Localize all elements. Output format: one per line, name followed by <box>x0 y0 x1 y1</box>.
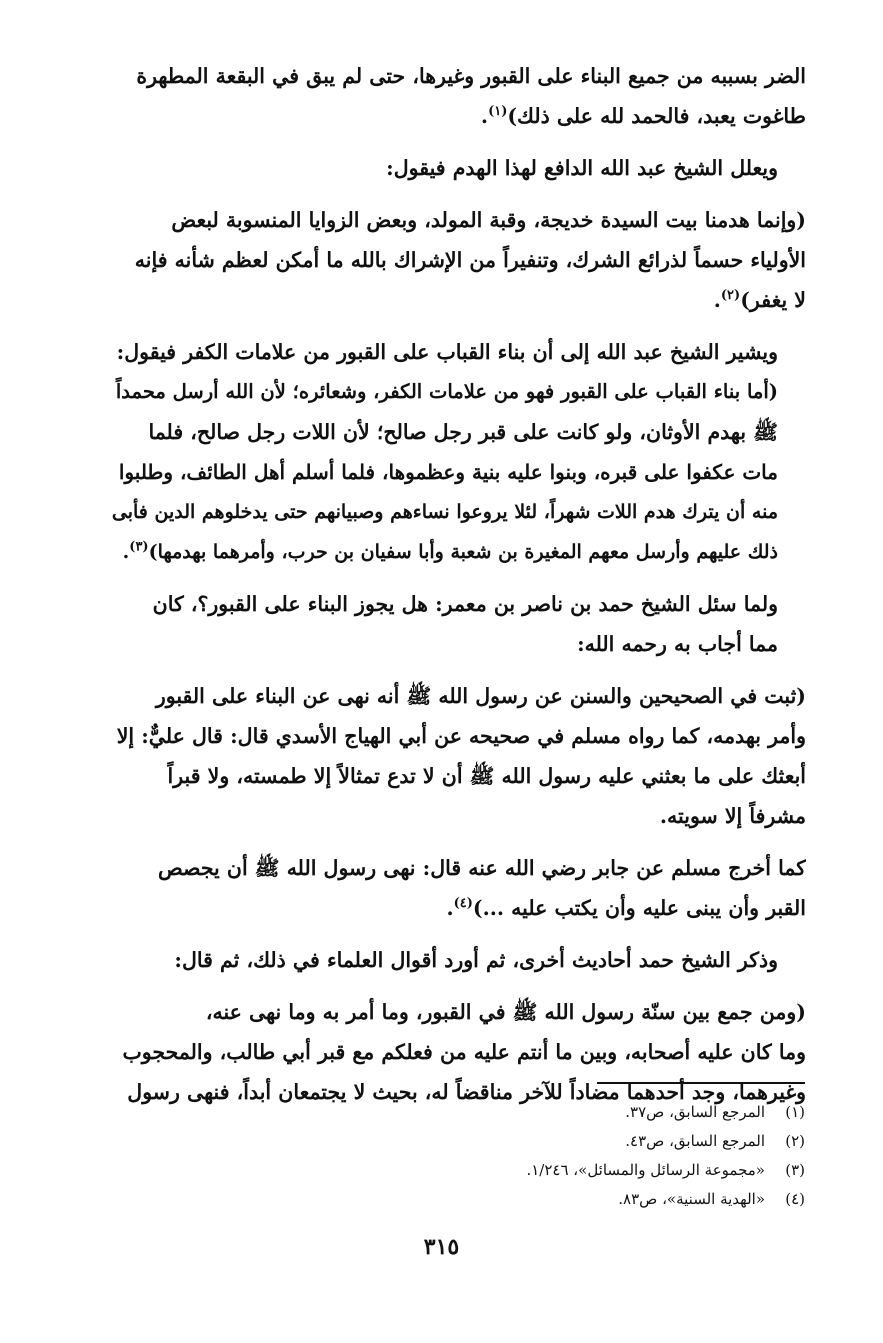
text-segment: القبر وأن يبنى عليه وأن يكتب عليه ...) <box>472 896 806 920</box>
page-number: ٣١٥ <box>423 1234 460 1260</box>
text-line: مما أجاب به رحمه الله: <box>577 632 778 656</box>
footnote-ref: (١) <box>488 104 508 120</box>
footnote-item <box>405 1185 805 1214</box>
main-text <box>108 56 806 1124</box>
text-line: (ومن جمع بين سنّة رسول الله ﷺ في القبور، وما أمر به وما نهى عنه، <box>205 1000 806 1024</box>
footnote-ref: (٤) <box>453 896 473 912</box>
paragraph-3 <box>108 200 806 320</box>
paragraph-4 <box>108 332 806 572</box>
paragraph-7 <box>108 848 806 928</box>
text-line: مشرفاً إلا سويته. <box>659 804 806 828</box>
footnote-text: «مجموعة الرسائل والمسائل»، ١/٢٤٦. <box>526 1161 765 1179</box>
punctuation: . <box>446 896 454 920</box>
footnote-text: المرجع السابق، ص٤٣. <box>625 1132 765 1150</box>
footnote-number: (٣) <box>785 1161 805 1179</box>
text-line: وأمر بهدمه، كما رواه مسلم في صحيحه عن أبي الهياج الأسدي قال: قال عليٌّ: إلا <box>116 724 806 748</box>
paragraph-8 <box>108 940 806 980</box>
text-segment: لا يغفر) <box>740 288 806 312</box>
text-line <box>108 96 806 136</box>
paragraph-2 <box>108 148 806 188</box>
footnote-item <box>405 1127 805 1156</box>
footnote-ref: (٣) <box>129 539 149 555</box>
text-line: الضر بسببه من جميع البناء على القبور وغيرها، حتى لم يبق في البقعة المطهرة <box>136 64 806 88</box>
paragraph-6 <box>108 676 806 836</box>
footnote-number: (١) <box>785 1103 805 1121</box>
footnote-divider <box>597 1082 805 1084</box>
footnote-text: «الهدية السنية»، ص٨٣. <box>618 1190 765 1208</box>
text-line: ولما سئل الشيخ حمد بن ناصر بن معمر: هل يجوز البناء على القبور؟، كان <box>152 592 778 616</box>
text-line: ﷺ بهدم الأوثان، ولو كانت على قبر رجل صالح؛ لأن اللات رجل صالح، فلما <box>148 420 778 444</box>
text-segment: ذلك عليهم وأرسل معهم المغيرة بن شعبة وأبا سفيان بن حرب، وأمرهما بهدمها) <box>148 541 778 563</box>
paragraph-1 <box>108 56 806 136</box>
footnote-text: المرجع السابق، ص٣٧. <box>625 1103 765 1121</box>
footnote-item <box>405 1156 805 1185</box>
text-line: كما أخرج مسلم عن جابر رضي الله عنه قال: نهى رسول الله ﷺ أن يجصص <box>157 856 806 880</box>
text-line: وما كان عليه أصحابه، وبين ما أنتم عليه من فعلكم مع قبر أبي طالب، والمحجوب <box>122 1040 806 1064</box>
text-line: منه أن يترك هدم اللات شهراً، لئلا يروعوا نساءهم وصبيانهم حتى يدخلوهم الدين فأبى <box>111 501 778 523</box>
punctuation: . <box>480 104 489 128</box>
text-line: (ثبت في الصحيحين والسنن عن رسول الله ﷺ أنه نهى عن البناء على القبور <box>155 684 806 708</box>
punctuation: . <box>713 288 721 312</box>
text-line: (أما بناء القباب على القبور فهو من علامات الكفر، وشعائره؛ لأن الله أرسل محمداً <box>115 380 778 403</box>
footnote-item <box>405 1098 805 1127</box>
text-line: وغيرهما، وجد أحدهما مضاداً للآخر مناقضاً له، بحيث لا يجتمعان أبداً، فنهى رسول <box>127 1080 806 1104</box>
footnote-number: (٢) <box>785 1132 805 1150</box>
footnote-number: (٤) <box>785 1190 805 1208</box>
text-line <box>108 888 806 928</box>
paragraph-5 <box>108 584 806 664</box>
text-line: (وإنما هدمنا بيت السيدة خديجة، وقبة المولد، وبعض الزوايا المنسوبة لبعض <box>171 208 806 232</box>
text-line <box>108 280 806 320</box>
text-line: ويشير الشيخ عبد الله إلى أن بناء القباب على القبور من علامات الكفر فيقول: <box>116 340 778 364</box>
text-line: وذكر الشيخ حمد أحاديث أخرى، ثم أورد أقوال العلماء في ذلك، ثم قال: <box>174 948 778 972</box>
text-line: ويعلل الشيخ عبد الله الدافع لهذا الهدم فيقول: <box>386 156 778 180</box>
paragraph-9 <box>108 992 806 1112</box>
footnote-ref: (٢) <box>720 288 741 304</box>
text-line: مات عكفوا على قبره، وبنوا عليه بنية وعظموها، فلما أسلم أهل الطائف، وطلبوا <box>118 460 778 484</box>
text-line: الأولياء حسماً لذرائع الشرك، وتنفيراً من الإشراك بالله ما أمكن لعظم شأنه فإنه <box>134 248 806 272</box>
punctuation: . <box>122 541 130 563</box>
text-line <box>108 532 806 572</box>
text-line: أبعثك على ما بعثني عليه رسول الله ﷺ أن لا تدع تمثالاً إلا طمسته، ولا قبراً <box>167 764 806 788</box>
footnotes <box>405 1098 805 1214</box>
text-segment: طاغوت يعبد، فالحمد لله على ذلك) <box>507 104 806 128</box>
